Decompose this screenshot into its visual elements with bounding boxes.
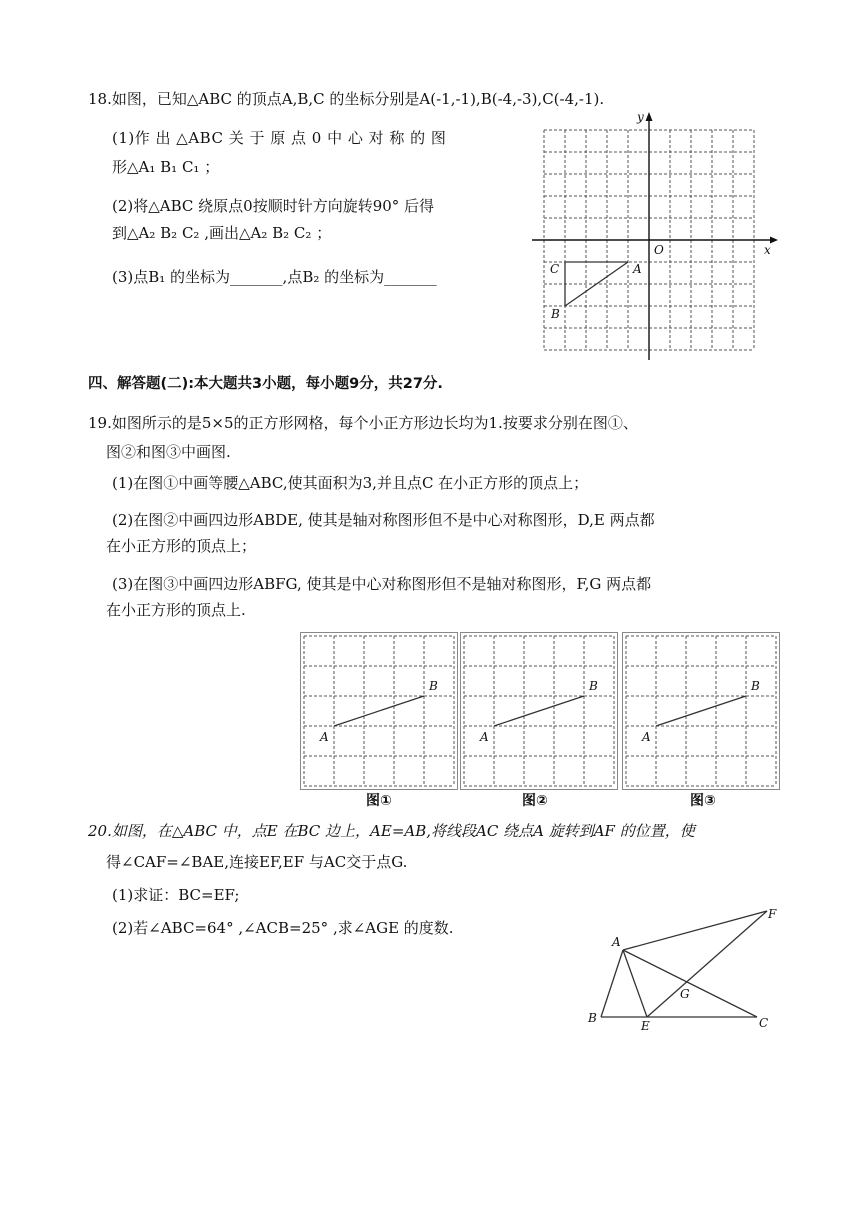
q19-figure-1 (300, 632, 458, 790)
q20-stem-line1: 20.如图，在△ABC 中，点E 在BC 边上，AE=AB,将线段AC 绕点A 旋转到AF 的位置，使 (88, 822, 695, 840)
q20-part1: (1)求证：BC=EF; (112, 886, 240, 904)
q18-x-label: x (764, 243, 771, 257)
q19-figure-2 (460, 632, 618, 790)
q19-fig1-segment-AB (334, 696, 424, 726)
q18-point-A-label: A (633, 262, 642, 276)
q20-label-A: A (612, 935, 621, 949)
q18-point-B-label: B (551, 307, 560, 321)
q20-figure (580, 900, 780, 1035)
q18-y-axis-arrow (646, 112, 653, 121)
q19-fig2-segment-AB (494, 696, 584, 726)
q19-fig2-label-A: A (480, 730, 489, 744)
section4-heading: 四、解答题(二):本大题共3小题，每小题9分，共27分. (88, 376, 443, 392)
q20-label-E: E (641, 1019, 650, 1033)
q18-point-C-label: C (550, 262, 560, 276)
q18-y-label: y (637, 110, 644, 124)
q19-stem-line1: 19.如图所示的是5×5的正方形网格，每个小正方形边长均为1.按要求分别在图①、 (88, 414, 638, 432)
q19-part1: (1)在图①中画等腰△ABC,使其面积为3,并且点C 在小正方形的顶点上； (112, 474, 589, 492)
q19-fig1-label-B: B (429, 679, 438, 693)
q19-fig3-label-A: A (642, 730, 651, 744)
q19-fig3-segment-AB (656, 696, 746, 726)
q20-label-G: G (680, 987, 690, 1001)
q19-fig3-label-B: B (751, 679, 760, 693)
q18-x-axis-arrow (770, 237, 778, 244)
q20-label-B: B (588, 1011, 597, 1025)
q18-stem: 18.如图，已知△ABC 的顶点A,B,C 的坐标分别是A(-1,-1),B(-4,-3),C(-4,-1). (88, 90, 605, 108)
q19-part2-line1: (2)在图②中画四边形ABDE, 使其是轴对称图形但不是中心对称图形，D,E 两点都 (112, 511, 655, 529)
q18-part1-line1: (1)作 出 △ABC 关 于 原 点 0 中 心 对 称 的 图 (112, 129, 447, 147)
q19-part3-line2: 在小正方形的顶点上. (106, 601, 246, 619)
q18-origin-label: O (654, 243, 664, 257)
q18-part2-line2: 到△A₂ B₂ C₂ ,画出△A₂ B₂ C₂ ； (112, 224, 332, 242)
q19-fig1-caption: 图① (366, 793, 392, 809)
q19-part2-line2: 在小正方形的顶点上； (106, 537, 257, 555)
q19-fig2-label-B: B (589, 679, 598, 693)
q19-stem-line2: 图②和图③中画图. (106, 443, 231, 461)
q18-coordinate-graph (530, 108, 790, 363)
q19-fig2-caption: 图② (522, 793, 548, 809)
q19-part3-line1: (3)在图③中画四边形ABFG, 使其是中心对称图形但不是轴对称图形，F,G 两点都 (112, 575, 652, 593)
q18-part3: (3)点B₁ 的坐标为_______,点B₂ 的坐标为_______ (112, 268, 437, 286)
q20-label-F: F (768, 907, 777, 921)
q19-fig3-caption: 图③ (690, 793, 716, 809)
q20-part2: (2)若∠ABC=64° ,∠ACB=25° ,求∠AGE 的度数. (112, 919, 454, 937)
q20-stem-line2: 得∠CAF=∠BAE,连接EF,EF 与AC交于点G. (106, 853, 408, 871)
q18-part2-line1: (2)将△ABC 绕原点0按顺时针方向旋转90° 后得 (112, 197, 435, 215)
q19-fig1-label-A: A (320, 730, 329, 744)
q18-part1-line2: 形△A₁ B₁ C₁ ； (112, 158, 220, 176)
q19-figure-3 (622, 632, 780, 790)
q20-label-C: C (759, 1016, 769, 1030)
q20-segment-AB (601, 950, 623, 1017)
